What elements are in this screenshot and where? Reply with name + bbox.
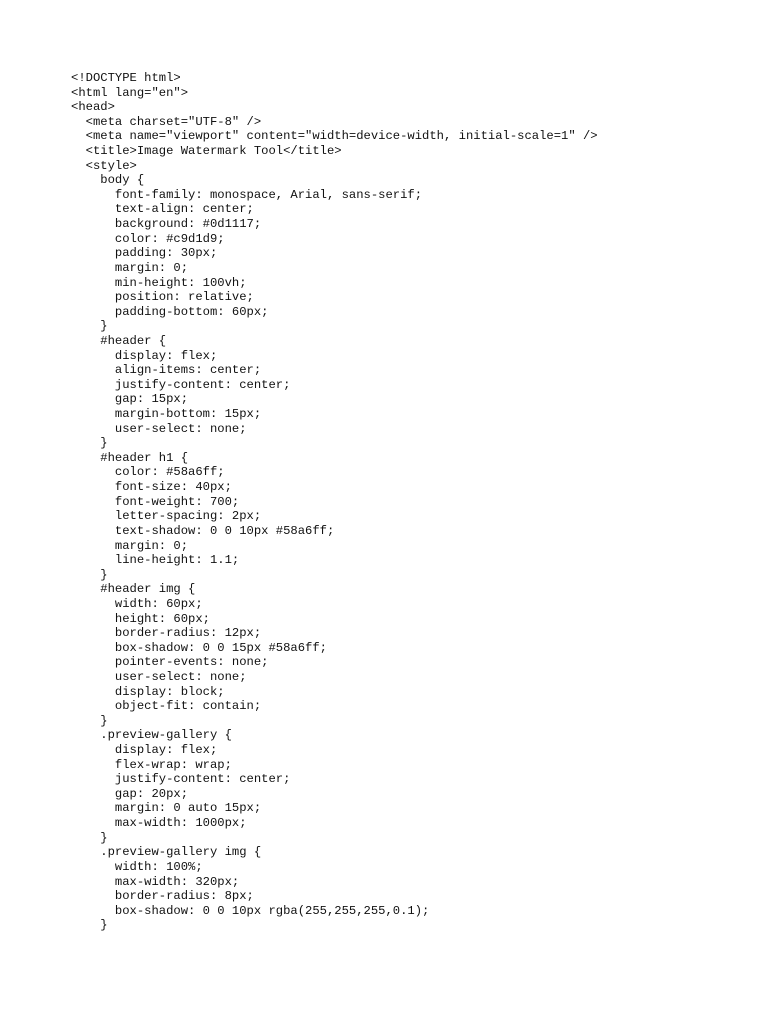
code-line: letter-spacing: 2px;: [71, 509, 262, 524]
code-line: position: relative;: [71, 290, 254, 305]
code-line: margin: 0 auto 15px;: [71, 801, 262, 816]
code-line: margin: 0;: [71, 538, 189, 553]
code-line: <style>: [71, 158, 137, 173]
code-listing: [71, 71, 598, 933]
code-line: max-width: 320px;: [71, 874, 240, 889]
code-line: }: [71, 567, 108, 582]
code-line: padding-bottom: 60px;: [71, 304, 269, 319]
code-line: height: 60px;: [71, 611, 210, 626]
code-line: font-family: monospace, Arial, sans-serif;: [71, 187, 423, 202]
code-line: <head>: [71, 100, 115, 115]
code-line: font-size: 40px;: [71, 480, 232, 495]
code-line: #header h1 {: [71, 450, 189, 465]
code-line: margin: 0;: [71, 260, 189, 275]
code-line: <meta name="viewport" content="width=device-width, initial-scale=1" />: [71, 129, 598, 144]
code-line: }: [71, 918, 108, 933]
code-line: line-height: 1.1;: [71, 553, 240, 568]
code-line: justify-content: center;: [71, 772, 291, 787]
code-line: }: [71, 830, 108, 845]
code-line: #header img {: [71, 582, 196, 597]
code-line: }: [71, 436, 108, 451]
code-line: text-shadow: 0 0 10px #58a6ff;: [71, 523, 335, 538]
code-line: max-width: 1000px;: [71, 816, 247, 831]
code-line: gap: 15px;: [71, 392, 189, 407]
code-line: width: 100%;: [71, 859, 203, 874]
code-line: display: flex;: [71, 348, 218, 363]
code-line: border-radius: 8px;: [71, 889, 254, 904]
code-line: width: 60px;: [71, 596, 203, 611]
code-line: display: block;: [71, 684, 225, 699]
code-line: margin-bottom: 15px;: [71, 407, 262, 422]
code-line: body {: [71, 173, 145, 188]
code-line: }: [71, 319, 108, 334]
code-line: min-height: 100vh;: [71, 275, 247, 290]
code-line: pointer-events: none;: [71, 655, 269, 670]
code-line: text-align: center;: [71, 202, 254, 217]
code-line: <meta charset="UTF-8" />: [71, 114, 262, 129]
code-line: <html lang="en">: [71, 85, 189, 100]
code-line: .preview-gallery {: [71, 728, 232, 743]
code-line: user-select: none;: [71, 669, 247, 684]
code-line: align-items: center;: [71, 363, 262, 378]
code-line: <!DOCTYPE html>: [71, 71, 181, 85]
code-line: object-fit: contain;: [71, 699, 262, 714]
code-line: padding: 30px;: [71, 246, 218, 261]
code-line: color: #c9d1d9;: [71, 231, 225, 246]
code-line: <title>Image Watermark Tool</title>: [71, 144, 342, 159]
code-line: box-shadow: 0 0 10px rgba(255,255,255,0.1);: [71, 903, 430, 918]
code-line: box-shadow: 0 0 15px #58a6ff;: [71, 640, 327, 655]
code-line: gap: 20px;: [71, 786, 189, 801]
code-line: flex-wrap: wrap;: [71, 757, 232, 772]
code-line: font-weight: 700;: [71, 494, 240, 509]
code-line: display: flex;: [71, 743, 218, 758]
code-line: user-select: none;: [71, 421, 247, 436]
code-line: border-radius: 12px;: [71, 626, 262, 641]
code-line: #header {: [71, 333, 167, 348]
code-line: .preview-gallery img {: [71, 845, 262, 860]
code-line: }: [71, 713, 108, 728]
code-line: color: #58a6ff;: [71, 465, 225, 480]
code-line: justify-content: center;: [71, 377, 291, 392]
code-line: background: #0d1117;: [71, 217, 262, 232]
